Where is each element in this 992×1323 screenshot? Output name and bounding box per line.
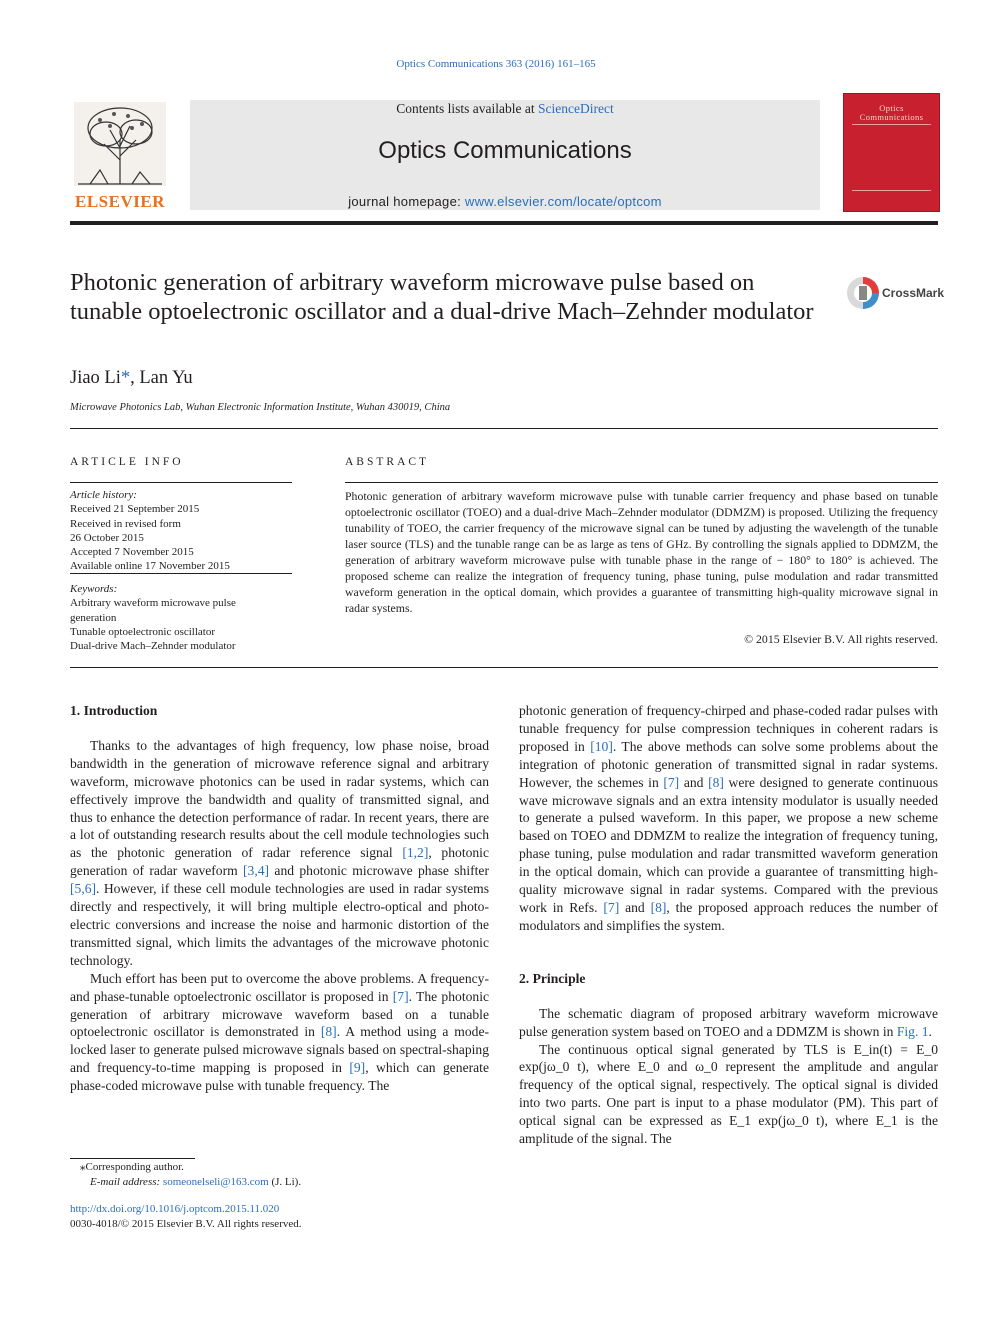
footnote-divider (70, 1158, 195, 1159)
body-left-column (70, 702, 489, 1095)
authors: Jiao Li*, Lan Yu (70, 368, 193, 388)
citation-link[interactable]: [8] (320, 1024, 337, 1040)
email-link[interactable]: someonelseli@163.com (162, 1175, 269, 1188)
divider (345, 482, 938, 483)
paragraph: Much effort has been put to overcome the above problems. A frequency- and phase-tunable optoelectronic oscillator is proposed in [7]. The photonic generation of arbitrary microwave waveform based on a tunable optoelectronic oscillator is demonstrated in [8]. A method using a mode-locked laser to generate pulsed microwave signals based on spectral-shaping and frequency-to-time mapping is proposed in [9], which can generate phase-coded microwave pulse with tunable frequency. The (70, 970, 490, 1094)
history-line: 26 October 2015 (70, 531, 144, 544)
citation-link[interactable]: [1,2] (402, 845, 429, 861)
journal-name: Optics Communications (378, 137, 632, 164)
history-line: Received 21 September 2015 (70, 503, 200, 516)
citation-link[interactable]: [5,6] (70, 881, 97, 897)
keyword: generation (70, 611, 117, 624)
keywords (70, 582, 300, 653)
citation-link[interactable]: [7] (663, 774, 680, 790)
author-name: Lan Yu (139, 368, 193, 388)
affiliation: Microwave Photonics Lab, Wuhan Electronic Information Institute, Wuhan 430019, China (70, 402, 451, 413)
paragraph: The continuous optical signal generated by TLS is E_in(t) = E_0 exp(jω_0 t), where E_0 and ω_0 represent the amplitude and angular frequency of the optical signal, respectively. The optical signal is divided into two parts. One part is input to a phase modulator (PM). This part of optical signal can be expressed as E_1 exp(jω_0 t), where E_1 is the amplitude of the signal. The (519, 1041, 938, 1147)
sciencedirect-link[interactable]: ScienceDirect (538, 101, 614, 116)
journal-citation[interactable]: Optics Communications 363 (2016) 161–165 (396, 58, 596, 70)
homepage-link[interactable]: www.elsevier.com/locate/optcom (464, 194, 662, 209)
history-line: Available online 17 November 2015 (70, 560, 230, 573)
journal-masthead (190, 100, 820, 210)
cover-title: Optics Communications (859, 103, 924, 122)
article-history (70, 488, 300, 574)
history-line: Accepted 7 November 2015 (70, 546, 194, 559)
crossmark-label[interactable]: CrossMark (882, 286, 945, 300)
article-title: Photonic generation of arbitrary waveform microwave pulse based on tunable optoelectronic oscillator and a dual-drive Mach–Zehnder modulator (70, 269, 814, 325)
author-name: Jiao Li (70, 368, 121, 388)
corresponding-author-note: ⁎Corresponding author. (80, 1161, 184, 1173)
keyword: Arbitrary waveform microwave pulse (70, 597, 236, 610)
doi-link[interactable]: http://dx.doi.org/10.1016/j.optcom.2015.11.020 (70, 1203, 280, 1215)
issn-line: 0030-4018/© 2015 Elsevier B.V. All rights reserved. (70, 1217, 302, 1230)
figure-link[interactable]: Fig. 1 (896, 1023, 929, 1039)
doi-block (70, 1202, 489, 1231)
paragraph: The schematic diagram of proposed arbitrary waveform microwave pulse generation system based on TOEO and a DDMZM is shown in Fig. 1. (519, 1005, 938, 1039)
journal-cover-thumbnail[interactable] (843, 93, 940, 212)
paragraph: Thanks to the advantages of high frequency, low phase noise, broad bandwidth in the generation of microwave reference signal and arbitrary waveform, microwave photonics can be used in radar systems, which can effectively improve the bandwidth and quality of transmitted signal, and thus to enhance the detection performance of radar. In recent years, there are a lot of outstanding research results about the cell module technologies such as the photonic generation of radar reference signal [1,2], photonic generation of radar waveform [3,4] and photonic microwave phase shifter [5,6]. However, if these cell module technologies are used in radar systems directly and respectively, it will bring multiple electro-optical and photo-electric conversions and increase the noise and harmonic distortion of the transmitted signal, which limits the advantages of the microwave photonic technology. (70, 737, 489, 968)
divider (70, 428, 938, 429)
body-right-column (519, 702, 938, 1148)
citation-link[interactable]: [7] (603, 899, 620, 915)
citation-link[interactable]: [3,4] (243, 863, 270, 879)
corresponding-marker[interactable]: * (120, 368, 131, 388)
crossmark-icon[interactable] (846, 276, 880, 310)
divider (70, 667, 938, 668)
citation-link[interactable]: [8] (650, 899, 667, 915)
history-line: Received in revised form (70, 517, 181, 530)
contents-line: Contents lists available at ScienceDirect (396, 101, 614, 116)
header-rule (70, 221, 938, 225)
citation-link[interactable]: [10] (590, 738, 613, 754)
section-heading: 1. Introduction (70, 703, 158, 718)
abstract-heading: ABSTRACT (345, 456, 430, 468)
section-heading: 2. Principle (519, 970, 586, 986)
citation-link[interactable]: [9] (349, 1060, 366, 1076)
keyword: Tunable optoelectronic oscillator (70, 625, 216, 638)
abstract-text: Photonic generation of arbitrary waveform microwave pulse with tunable carrier frequency and phase based on tunable optoelectronic oscillator (TOEO) and a dual-drive Mach–Zehnder modulator (DDMZM) is proposed. Utilizing the frequency tunability of TOEO, the carrier frequency of the microwave signal can be tuned by adjusting the wavelength of the tunable laser source (TLS) and the tunable range can be as large as tens of GHz. By controlling the signals applied to DDMZM, the generation of arbitrary waveform microwave pulse with tunable phase in the range of − 180° to 180° is achieved. The proposed scheme can realize the integration of frequency tuning, phase tuning, pulse modulation and radar transmitted waveform generation in the optical domain, which provides a guarantee of transmitting high-quality microwave signal in radar systems. (345, 489, 938, 615)
publisher-wordmark: ELSEVIER (75, 192, 165, 211)
footnote: ⁎Corresponding author. E-mail address: someonelseli@163.com (J. Li). (70, 1160, 489, 1189)
paragraph: photonic generation of frequency-chirped and phase-coded radar pulses with tunable frequency for pulse compression techniques in coherent radars is proposed in [10]. The above methods can solve some problems about the integration of photonic generation of transmitted signal in radar systems. However, the schemes in [7] and [8] were designed to generate continuous wave microwave signals and an extra intensity modulator is usually needed to generate a pulsed waveform. In this paper, we propose a new scheme based on TOEO and DDMZM to realize the integration of frequency tuning, phase tuning, pulse modulation and radar transmitted waveform generation in the optical domain, which can provide a guarantee of transmitting high-quality microwave signal in radar systems. Compared with the previous work in Refs. [7] and [8], the proposed approach reduces the number of modulators and simplifies the system. (519, 703, 938, 933)
keyword: Dual-drive Mach–Zehnder modulator (70, 640, 236, 653)
citation-link[interactable]: [8] (708, 774, 724, 790)
copyright-notice: © 2015 Elsevier B.V. All rights reserved. (744, 632, 938, 646)
keywords-label: Keywords: (70, 583, 118, 595)
history-label: Article history: (70, 489, 137, 501)
citation-link[interactable]: [7] (392, 988, 409, 1004)
divider (70, 482, 292, 483)
divider (70, 573, 292, 574)
article-info-heading: ARTICLE INFO (70, 456, 184, 468)
journal-homepage: journal homepage: www.elsevier.com/locate/optcom (348, 194, 662, 209)
